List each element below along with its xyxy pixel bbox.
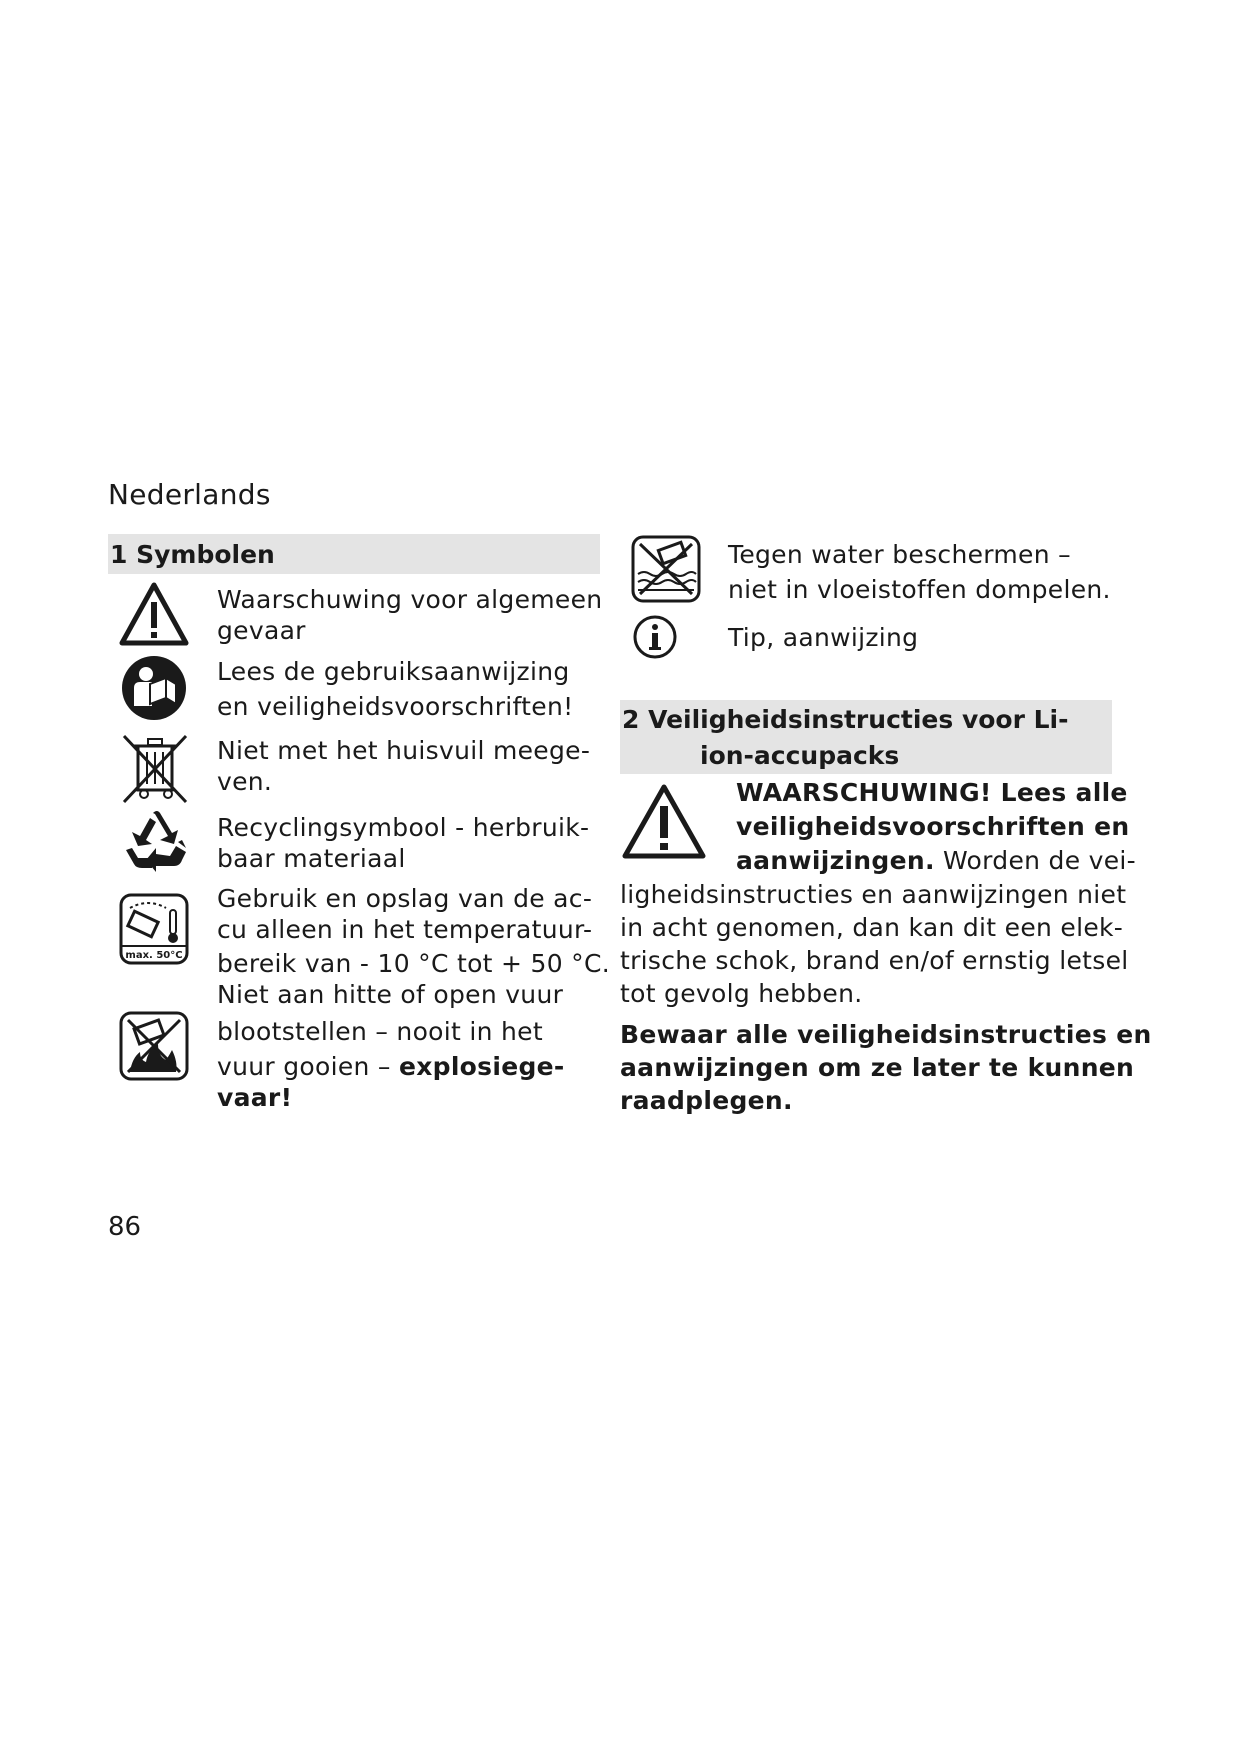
language-label: Nederlands [108, 478, 271, 511]
warning-text [736, 776, 1136, 878]
symbol-text-warning [217, 584, 602, 646]
warning-line: veiligheidsvoorschriften en [736, 812, 1130, 841]
section-2-title-line: 2 Veiligheidsinstructies voor Li- [622, 705, 1069, 734]
page-number: 86 [108, 1212, 142, 1242]
text-normal: vuur gooien – [217, 1052, 399, 1081]
text-line: Recyclingsymbool - herbruik- [217, 813, 590, 842]
text-line: baar materiaal [217, 844, 406, 873]
text-line: Niet aan hitte of open vuur [217, 980, 564, 1009]
warning-triangle-icon [118, 580, 190, 648]
crossed-bin-icon [120, 732, 190, 806]
section-2-heading [620, 700, 1112, 774]
symbol-text-temperature [217, 883, 610, 1010]
text-bold: explosiege- [398, 1052, 565, 1081]
text-line: Lees de gebruiksaanwijzing [217, 657, 570, 686]
text-line: blootstellen – nooit in het [217, 1017, 543, 1046]
section-2-title-line: ion-accupacks [700, 741, 900, 770]
symbol-text-recycling [217, 812, 589, 874]
text-line: ligheidsinstructies en aanwijzingen niet [620, 880, 1127, 909]
text-bold: aanwijzingen. [736, 846, 935, 875]
symbol-text-fire [217, 1016, 565, 1113]
symbol-text-read-manual [217, 656, 573, 722]
text-line: Niet met het huisvuil meege- [217, 736, 591, 765]
text-line: tot gevolg hebben. [620, 979, 863, 1008]
text-line: raadplegen. [620, 1086, 793, 1115]
text-line: Waarschuwing voor algemeen [217, 585, 603, 614]
warning-line: WAARSCHUWING! Lees alle [736, 778, 1128, 807]
symbol-text-bin [217, 735, 590, 797]
symbol-text-info: Tip, aanwijzing [728, 623, 919, 652]
text-line: Tegen water beschermen – [728, 540, 1071, 569]
text-line: gevaar [217, 616, 306, 645]
text-line: en veiligheidsvoorschriften! [217, 692, 574, 721]
no-water-icon [630, 534, 702, 604]
symbol-text-water [728, 537, 1111, 607]
text-line: trische schok, brand en/of ernstig letsel [620, 946, 1129, 975]
text-line: ven. [217, 767, 273, 796]
text-line-bold: vaar! [217, 1083, 293, 1112]
info-icon [632, 614, 678, 660]
recycling-icon [120, 810, 190, 876]
text-line: in acht genomen, dan kan dit een elek- [620, 913, 1124, 942]
text-line: Gebruik en opslag van de ac- [217, 884, 593, 913]
warning-triangle-icon [620, 782, 708, 862]
text-line: bereik van - 10 °C tot + 50 °C. [217, 949, 610, 978]
warning-line [736, 844, 1136, 878]
text-line [217, 1051, 565, 1082]
text-normal: Worden de vei- [934, 846, 1136, 875]
text-line: Bewaar alle veiligheidsinstructies en [620, 1020, 1152, 1049]
no-fire-icon [118, 1010, 190, 1082]
text-line: aanwijzingen om ze later te kunnen [620, 1053, 1135, 1082]
text-line: niet in vloeistoffen dompelen. [728, 575, 1111, 604]
keep-instructions-text [620, 1018, 1152, 1117]
temperature-icon-label: max. 50°C [125, 950, 183, 961]
safety-body-text [620, 878, 1129, 1010]
read-manual-icon [120, 654, 188, 722]
temperature-icon [118, 892, 190, 966]
section-1-heading: 1 Symbolen [108, 534, 600, 574]
text-line: cu alleen in het temperatuur- [217, 915, 593, 944]
